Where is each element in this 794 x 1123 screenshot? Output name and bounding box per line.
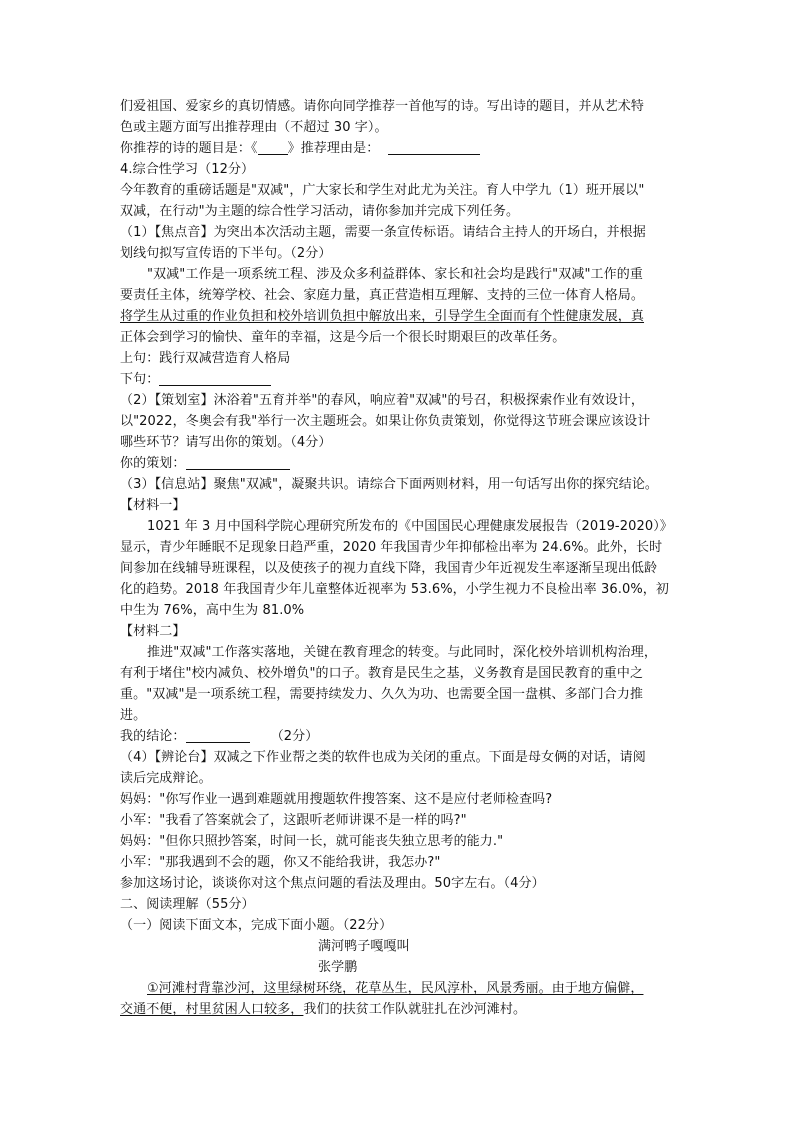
article-title: 满河鸭子嘎嘎叫: [318, 939, 410, 954]
text-line: [120, 453, 290, 474]
text-span: 我们的扶贫工作队就驻扎在沙河滩村。: [303, 1002, 527, 1017]
second-line-blank[interactable]: [159, 371, 271, 386]
text-line: [120, 138, 480, 159]
text-line: 以"2022，冬奥会有我"举行一次主题班会。如果让你负责策划，你觉得这节班会课应该设计: [120, 414, 651, 429]
text-line: （1）【焦点音】为突出本次活动主题，需要一条宣传标语。请结合主持人的开场白，并根据: [120, 225, 646, 240]
underlined-sentence: 将学生从过重的作业负担和校外培训负担中解放出来，引导学生全面而有个性健康发展，真: [120, 309, 645, 324]
dialogue-line: 妈妈："但你只照抄答案，时间一长，就可能丧失独立思考的能力.": [120, 834, 504, 849]
text-line: 划线句拟写宣传语的下半句。（2分）: [120, 246, 332, 261]
reason-prompt: 》推荐理由是：: [287, 141, 380, 156]
text-line: 进。: [120, 708, 147, 723]
material-heading: 【材料一】: [120, 498, 186, 513]
text-line: 重。"双减"是一项系统工程，需要持续发力、久久为功、也需要全国一盘棋、多部门合力推: [120, 687, 644, 702]
text-line: 推进"双减"工作落实落地，关键在教育理念的转变。与此同时，深化校外培训机构治理，: [147, 645, 657, 660]
text-line: 读后完成辩论。: [120, 771, 212, 786]
text-line: 显示，青少年睡眠不足现象日趋严重，2020 年我国青少年抑郁检出率为 24.6%。此外，长时: [120, 540, 663, 555]
text-line: 双减，在行动"为主题的综合性学习活动，请你参加并完成下列任务。: [120, 204, 520, 219]
text-line: （一）阅读下面文本，完成下面小题。（22分）: [120, 918, 393, 933]
plan-blank[interactable]: [186, 455, 290, 470]
text-line: 参加这场讨论，谈谈你对这个焦点问题的看法及理由。50字左右。（4分）: [120, 876, 545, 891]
text-line: 正体会到学习的愉快、童年的幸福，这是今后一个很长时期艰巨的改革任务。: [120, 330, 566, 345]
text-line: 间参加在线辅导班课程，以及使孩子的视力直线下降，我国青少年近视发生率逐渐呈现出低龄: [120, 561, 658, 576]
text-line: 今年教育的重磅话题是"双减"，广大家长和学生对此尤为关注。育人中学九（1）班开展以": [120, 183, 645, 198]
section-heading: 二、阅读理解（55分）: [120, 897, 255, 912]
text-line: 有利于堵住"校内减负、校外增负"的口子。教育是民生之基，义务教育是国民教育的重中之: [120, 666, 644, 681]
conclusion-prompt: 我的结论：: [120, 729, 186, 744]
text-line: 要责任主体，统筹学校、社会、家庭力量，真正营造相互理解、支持的三位一体育人格局。: [120, 288, 645, 303]
article-author: 张学鹏: [318, 960, 358, 975]
text-line: [120, 726, 318, 747]
reason-blank[interactable]: [388, 140, 480, 155]
dialogue-line: 小军："我看了答案就会了，这跟听老师讲课不是一样的吗?": [120, 813, 467, 828]
text-line: 上句：践行双减营造育人格局: [120, 351, 291, 366]
text-line: 色或主题方面写出推荐理由（不超过 30 字）。: [120, 120, 388, 135]
text-line: 化的趋势。2018 年我国青少年儿童整体近视率为 53.6%，小学生视力不良检出率 36.0%，初: [120, 582, 669, 597]
text-line: [120, 999, 526, 1020]
text-line: 1021 年 3 月中国科学院心理研究所发布的《中国国民心理健康发展报告（2019-2020）》: [147, 519, 673, 534]
dialogue-line: 妈妈："你写作业一遇到难题就用搜题软件搜答案、这不是应付老师检查吗?: [120, 792, 553, 807]
text-line: 中生为 76%，高中生为 81.0%: [120, 603, 305, 618]
dialogue-line: 小军："那我遇到不会的题，你又不能给我讲，我怎办?": [120, 855, 441, 870]
text-line: （2）【策划室】沐浴着"五育并举"的春风，响应着"双减"的号召，积极探索作业有效设计，: [120, 393, 644, 408]
poem-title-prompt: 你推荐的诗的题目是：《: [120, 141, 258, 156]
text-line: （4）【辨论台】双减之下作业帮之类的软件也成为关闭的重点。下面是母女俩的对话，请阅: [120, 750, 646, 765]
underlined-sentence: 交通不便，村里贫困人口较多，: [120, 1002, 304, 1017]
second-line-prompt: 下句：: [120, 372, 160, 387]
text-line: [120, 369, 271, 390]
material-heading: 【材料二】: [120, 624, 186, 639]
poem-title-blank[interactable]: [258, 140, 288, 155]
section-heading: 4.综合性学习（12分）: [120, 162, 255, 177]
text-line: 哪些环节？请写出你的策划。（4分）: [120, 435, 332, 450]
text-line: 们爱祖国、爱家乡的真切情感。请你向同学推荐一首他写的诗。写出诗的题目，并从艺术特: [120, 99, 645, 114]
points-label: （2分）: [270, 729, 319, 744]
conclusion-blank[interactable]: [186, 728, 250, 743]
text-line: （3）【信息站】聚焦"双减"，凝聚共识。请综合下面两则材料，用一句话写出你的探究结论。: [120, 477, 659, 492]
text-line: "双减"工作是一项系统工程、涉及众多利益群体、家长和社会均是践行"双减"工作的重: [147, 267, 643, 282]
underlined-sentence: ①河滩村背靠沙河，这里绿树环绕，花草丛生，民风淳朴，风景秀丽。由于地方偏僻，: [147, 981, 644, 996]
plan-prompt: 你的策划：: [120, 456, 186, 471]
